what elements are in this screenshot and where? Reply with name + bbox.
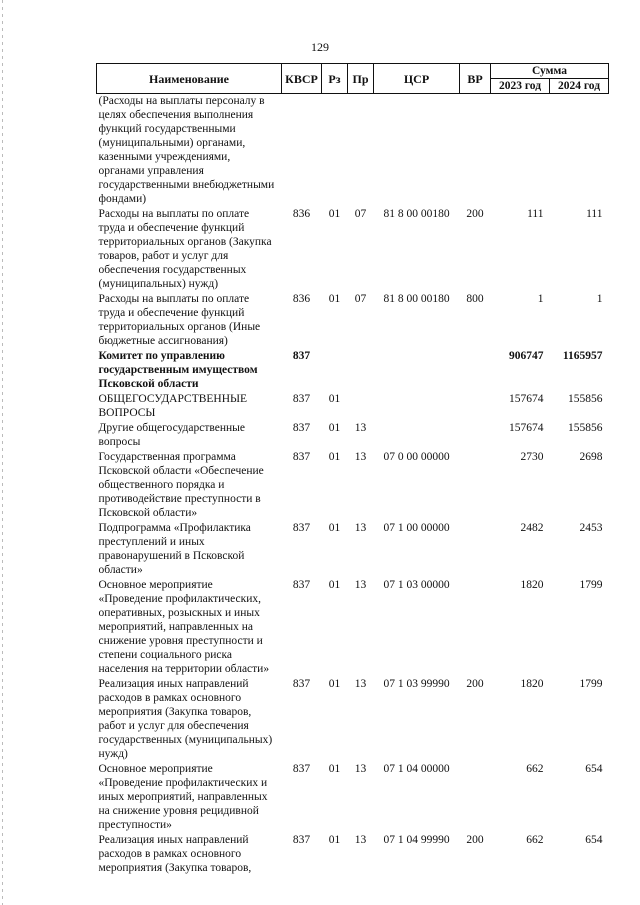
header-vr: ВР bbox=[460, 64, 491, 94]
cell-rz: 01 bbox=[328, 763, 341, 775]
cell-y2024 bbox=[550, 94, 609, 208]
cell-y2024: 2698 bbox=[579, 451, 603, 463]
cell-y2024: 1 bbox=[596, 293, 603, 305]
cell-name: Основное мероприятие «Проведение профилактических и иных мероприятий, направленных на снижение уровня рецидивной преступности» bbox=[98, 763, 268, 831]
cell-name: Подпрограмма «Профилактика преступлений и иных правонарушений в Псковской области» bbox=[98, 522, 251, 576]
cell-name: Государственная программа Псковской области «Обеспечение общественного порядка и противодействие преступности в Псковской области» bbox=[98, 451, 264, 519]
cell-y2024: 155856 bbox=[568, 393, 603, 405]
cell-pr: 13 bbox=[354, 422, 367, 434]
cell-pr: 13 bbox=[354, 678, 367, 690]
cell-rz: 01 bbox=[328, 451, 341, 463]
cell-rz: 01 bbox=[328, 522, 341, 534]
cell-vr bbox=[460, 450, 491, 521]
cell-kvsr: 837 bbox=[292, 393, 311, 405]
cell-vr bbox=[460, 421, 491, 450]
cell-pr: 13 bbox=[354, 522, 367, 534]
cell-rz bbox=[322, 94, 348, 208]
cell-rz: 01 bbox=[328, 678, 341, 690]
cell-y2023: 1820 bbox=[520, 579, 544, 591]
cell-name: Другие общегосударственные вопросы bbox=[98, 422, 245, 448]
cell-y2023: 2482 bbox=[520, 522, 544, 534]
scan-edge bbox=[2, 0, 3, 905]
table-body bbox=[97, 94, 609, 877]
cell-pr: 13 bbox=[354, 834, 367, 846]
page-number: 129 bbox=[311, 40, 329, 54]
cell-pr bbox=[348, 392, 374, 421]
cell-pr bbox=[348, 349, 374, 392]
cell-kvsr: 837 bbox=[292, 422, 311, 434]
cell-vr bbox=[460, 392, 491, 421]
cell-csr: 07 1 04 00000 bbox=[383, 763, 450, 775]
table-row bbox=[97, 421, 609, 450]
cell-pr: 07 bbox=[354, 208, 367, 220]
cell-y2024: 2453 bbox=[579, 522, 603, 534]
cell-rz: 01 bbox=[328, 393, 341, 405]
cell-kvsr: 837 bbox=[292, 451, 311, 463]
cell-vr bbox=[460, 349, 491, 392]
cell-csr bbox=[374, 421, 460, 450]
cell-rz: 01 bbox=[328, 834, 341, 846]
table-row bbox=[97, 521, 609, 578]
cell-y2023: 1 bbox=[537, 293, 544, 305]
cell-kvsr: 836 bbox=[292, 293, 311, 305]
cell-y2023: 906747 bbox=[509, 350, 544, 362]
cell-y2024: 155856 bbox=[568, 422, 603, 434]
table-row bbox=[97, 450, 609, 521]
cell-y2023: 157674 bbox=[509, 422, 544, 434]
header-year-2023: 2023 год bbox=[491, 79, 550, 94]
table-row bbox=[97, 349, 609, 392]
cell-csr bbox=[374, 94, 460, 208]
cell-csr: 07 1 03 00000 bbox=[383, 579, 450, 591]
table-row bbox=[97, 207, 609, 292]
cell-csr: 07 1 00 00000 bbox=[383, 522, 450, 534]
cell-y2023: 2730 bbox=[520, 451, 544, 463]
cell-y2023: 111 bbox=[527, 208, 544, 220]
cell-y2024: 111 bbox=[586, 208, 603, 220]
cell-csr: 07 1 04 99990 bbox=[383, 834, 450, 846]
table-header bbox=[97, 64, 609, 94]
cell-vr bbox=[460, 762, 491, 833]
cell-y2024: 1799 bbox=[579, 579, 603, 591]
cell-rz: 01 bbox=[328, 579, 341, 591]
cell-csr: 81 8 00 00180 bbox=[383, 208, 450, 220]
cell-name: ОБЩЕГОСУДАРСТВЕННЫЕ ВОПРОСЫ bbox=[98, 393, 248, 419]
cell-csr bbox=[374, 392, 460, 421]
cell-rz bbox=[322, 349, 348, 392]
cell-name: Расходы на выплаты по оплате труда и обеспечение функций территориальных органов (Иные бюджетные ассигнования) bbox=[98, 293, 261, 347]
header-name: Наименование bbox=[97, 64, 282, 94]
cell-pr bbox=[348, 94, 374, 208]
cell-csr: 07 1 03 99990 bbox=[383, 678, 450, 690]
cell-vr: 200 bbox=[466, 678, 484, 690]
cell-y2024: 654 bbox=[585, 834, 603, 846]
header-sum: Сумма bbox=[491, 64, 609, 79]
cell-vr: 200 bbox=[466, 208, 484, 220]
table-row bbox=[97, 833, 609, 876]
header-csr: ЦСР bbox=[374, 64, 460, 94]
cell-pr: 13 bbox=[354, 763, 367, 775]
cell-name: Реализация иных направлений расходов в рамках основного мероприятия (Закупка товаров, работ и услуг для обеспечения государственных (муниципальных) нужд) bbox=[98, 678, 273, 760]
header-year-2024: 2024 год bbox=[550, 79, 609, 94]
cell-rz: 01 bbox=[328, 208, 341, 220]
cell-name: Основное мероприятие «Проведение профилактических, оперативных, розыскных и иных мероприятий, направленных на снижение уровня преступности и степени социального риска населения на территории области» bbox=[98, 579, 270, 675]
cell-kvsr: 837 bbox=[292, 834, 311, 846]
cell-y2024: 654 bbox=[585, 763, 603, 775]
cell-csr: 81 8 00 00180 bbox=[383, 293, 450, 305]
cell-vr: 800 bbox=[466, 293, 484, 305]
cell-csr bbox=[374, 349, 460, 392]
table-row bbox=[97, 762, 609, 833]
cell-pr: 13 bbox=[354, 451, 367, 463]
cell-name: Расходы на выплаты по оплате труда и обеспечение функций территориальных органов (Закупка товаров, работ и услуг для обеспечения государственных (муниципальных) нужд) bbox=[98, 208, 272, 290]
cell-rz: 01 bbox=[328, 422, 341, 434]
cell-kvsr bbox=[282, 94, 322, 208]
table-row bbox=[97, 292, 609, 349]
header-pr: Пр bbox=[348, 64, 374, 94]
table-row bbox=[97, 677, 609, 762]
cell-vr bbox=[460, 521, 491, 578]
cell-y2023: 1820 bbox=[520, 678, 544, 690]
budget-table bbox=[96, 63, 609, 876]
cell-y2024: 1165957 bbox=[562, 350, 603, 362]
cell-kvsr: 837 bbox=[292, 579, 311, 591]
cell-y2023 bbox=[491, 94, 550, 208]
cell-rz: 01 bbox=[328, 293, 341, 305]
cell-vr: 200 bbox=[466, 834, 484, 846]
cell-vr bbox=[460, 578, 491, 677]
cell-kvsr: 836 bbox=[292, 208, 311, 220]
cell-pr: 07 bbox=[354, 293, 367, 305]
cell-kvsr: 837 bbox=[292, 522, 311, 534]
cell-name: (Расходы на выплаты персоналу в целях обеспечения выполнения функций государственными (муниципальными) органами, казенными учреждениями, органами управления государственными внебюджетными фондами) bbox=[98, 95, 275, 205]
cell-kvsr: 837 bbox=[292, 678, 311, 690]
cell-y2023: 157674 bbox=[509, 393, 544, 405]
header-rz: Рз bbox=[322, 64, 348, 94]
cell-name: Комитет по управлению государственным имуществом Псковской области bbox=[98, 350, 258, 390]
cell-kvsr: 837 bbox=[292, 763, 311, 775]
cell-vr bbox=[460, 94, 491, 208]
header-kvsr: КВСР bbox=[282, 64, 322, 94]
cell-csr: 07 0 00 00000 bbox=[383, 451, 450, 463]
cell-y2023: 662 bbox=[526, 834, 544, 846]
cell-y2023: 662 bbox=[526, 763, 544, 775]
cell-y2024: 1799 bbox=[579, 678, 603, 690]
cell-pr: 13 bbox=[354, 579, 367, 591]
cell-kvsr: 837 bbox=[292, 350, 311, 362]
table-row bbox=[97, 94, 609, 208]
table-row bbox=[97, 578, 609, 677]
table-row bbox=[97, 392, 609, 421]
cell-name: Реализация иных направлений расходов в рамках основного мероприятия (Закупка товаров, bbox=[98, 834, 252, 874]
